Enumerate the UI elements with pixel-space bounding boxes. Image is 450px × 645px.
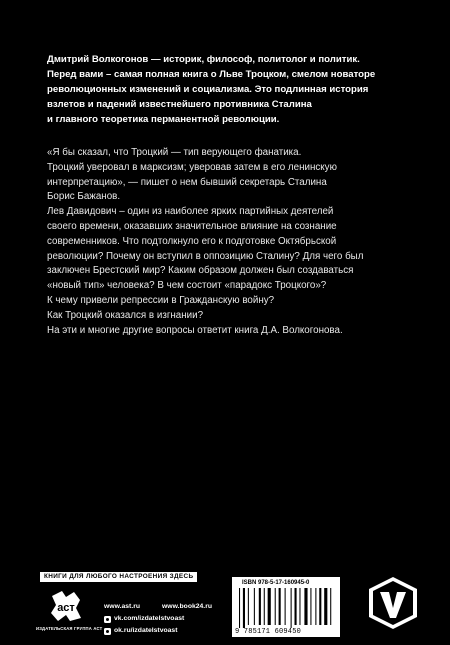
body-line: «новый тип» человека? В чем состоит «парадокс Троцкого»? [47,280,327,292]
body-line: На эти и многие другие вопросы ответит книга Д.А. Волкогонова. [47,324,343,336]
body-line: Лев Давидович – один из наиболее ярких партийных деятелей [47,206,334,218]
ok-row [104,625,212,637]
body-line: своего времени, оказавших значительное влияние на сознание [47,220,337,232]
website-link-book24[interactable]: www.book24.ru [162,603,212,610]
vk-row [104,613,212,625]
barcode-bar [254,588,255,625]
author-intro [47,52,417,127]
publisher-links [104,601,212,637]
website-link-ast[interactable]: www.ast.ru [104,603,141,610]
barcode-bar [264,588,265,625]
intro-line: Перед вами – самая полная книга о Льве Троцком, смелом новаторе [47,69,376,80]
publisher-logo-text: аст [57,602,75,614]
body-line: интерпретацию», — пишет о нем бывший секретарь Сталина [47,176,327,188]
barcode-bar [315,588,316,625]
isbn-label: ISBN 978-5-17-160945-0 [242,580,310,586]
publisher-name: ИЗДАТЕЛЬСКАЯ ГРУППА АСТ [36,626,103,631]
intro-line: и главного теоретика перманентной революции. [47,114,280,125]
barcode-icon [238,588,334,628]
body-line: заключен Брестский мир? Каким образом должен был создаваться [47,265,354,277]
intro-line: Дмитрий Волкогонов — историк, философ, политолог и политик. [47,54,360,65]
barcode-bar [319,588,321,625]
barcode-bar [285,588,286,625]
ok-icon [104,628,111,635]
ok-link[interactable]: ok.ru/izdatelstvoast [114,627,178,634]
ast-logo-icon [48,588,84,624]
barcode-bar [310,588,311,625]
body-line: «Я бы сказал, что Троцкий — тип верующего фанатика. [47,147,302,158]
vk-icon [104,616,111,623]
body-line: Борис Бажанов. [47,191,121,203]
body-line: К чему привели репрессии в Гражданскую войну? [47,294,275,306]
intro-line: взлетов и падений известнейшего противника Сталина [47,99,312,110]
barcode-bar [248,588,249,625]
intro-line: революционных изменений и социализма. Это подлинная история [47,84,369,95]
barcode-digits: 9 785171 609450 [235,628,302,636]
barcode-bar [259,588,261,625]
barcode-bar [275,588,276,625]
v-emblem-icon [367,575,419,631]
barcode-bar [330,588,331,625]
barcode-bar [243,588,245,628]
body-line: революции? Почему он вступил в оппозицию Сталину? Для чего был [47,250,364,262]
annotation-text [47,146,417,338]
barcode-bar [291,588,292,628]
barcode-bar [268,588,271,625]
barcode-bar [324,588,327,625]
barcode-bar [279,588,281,625]
publisher-logo [36,588,103,634]
slogan-banner: КНИГИ ДЛЯ ЛЮБОГО НАСТРОЕНИЯ ЗДЕСЬ [40,572,197,582]
body-line: Как Троцкий оказался в изгнании? [47,309,204,321]
barcode-bar [299,588,300,625]
barcode-block [232,577,340,637]
barcode-bar [239,588,240,628]
website-row [104,601,212,613]
barcode-bar [304,588,307,625]
body-line: Троцкий уверовал в марксизм; уверовав затем в его ленинскую [47,161,337,173]
body-line: современников. Что подтолкнуло его к подготовке Октябрьской [47,235,337,247]
barcode-bar [295,588,297,625]
vk-link[interactable]: vk.com/izdatelstvoast [114,615,185,622]
